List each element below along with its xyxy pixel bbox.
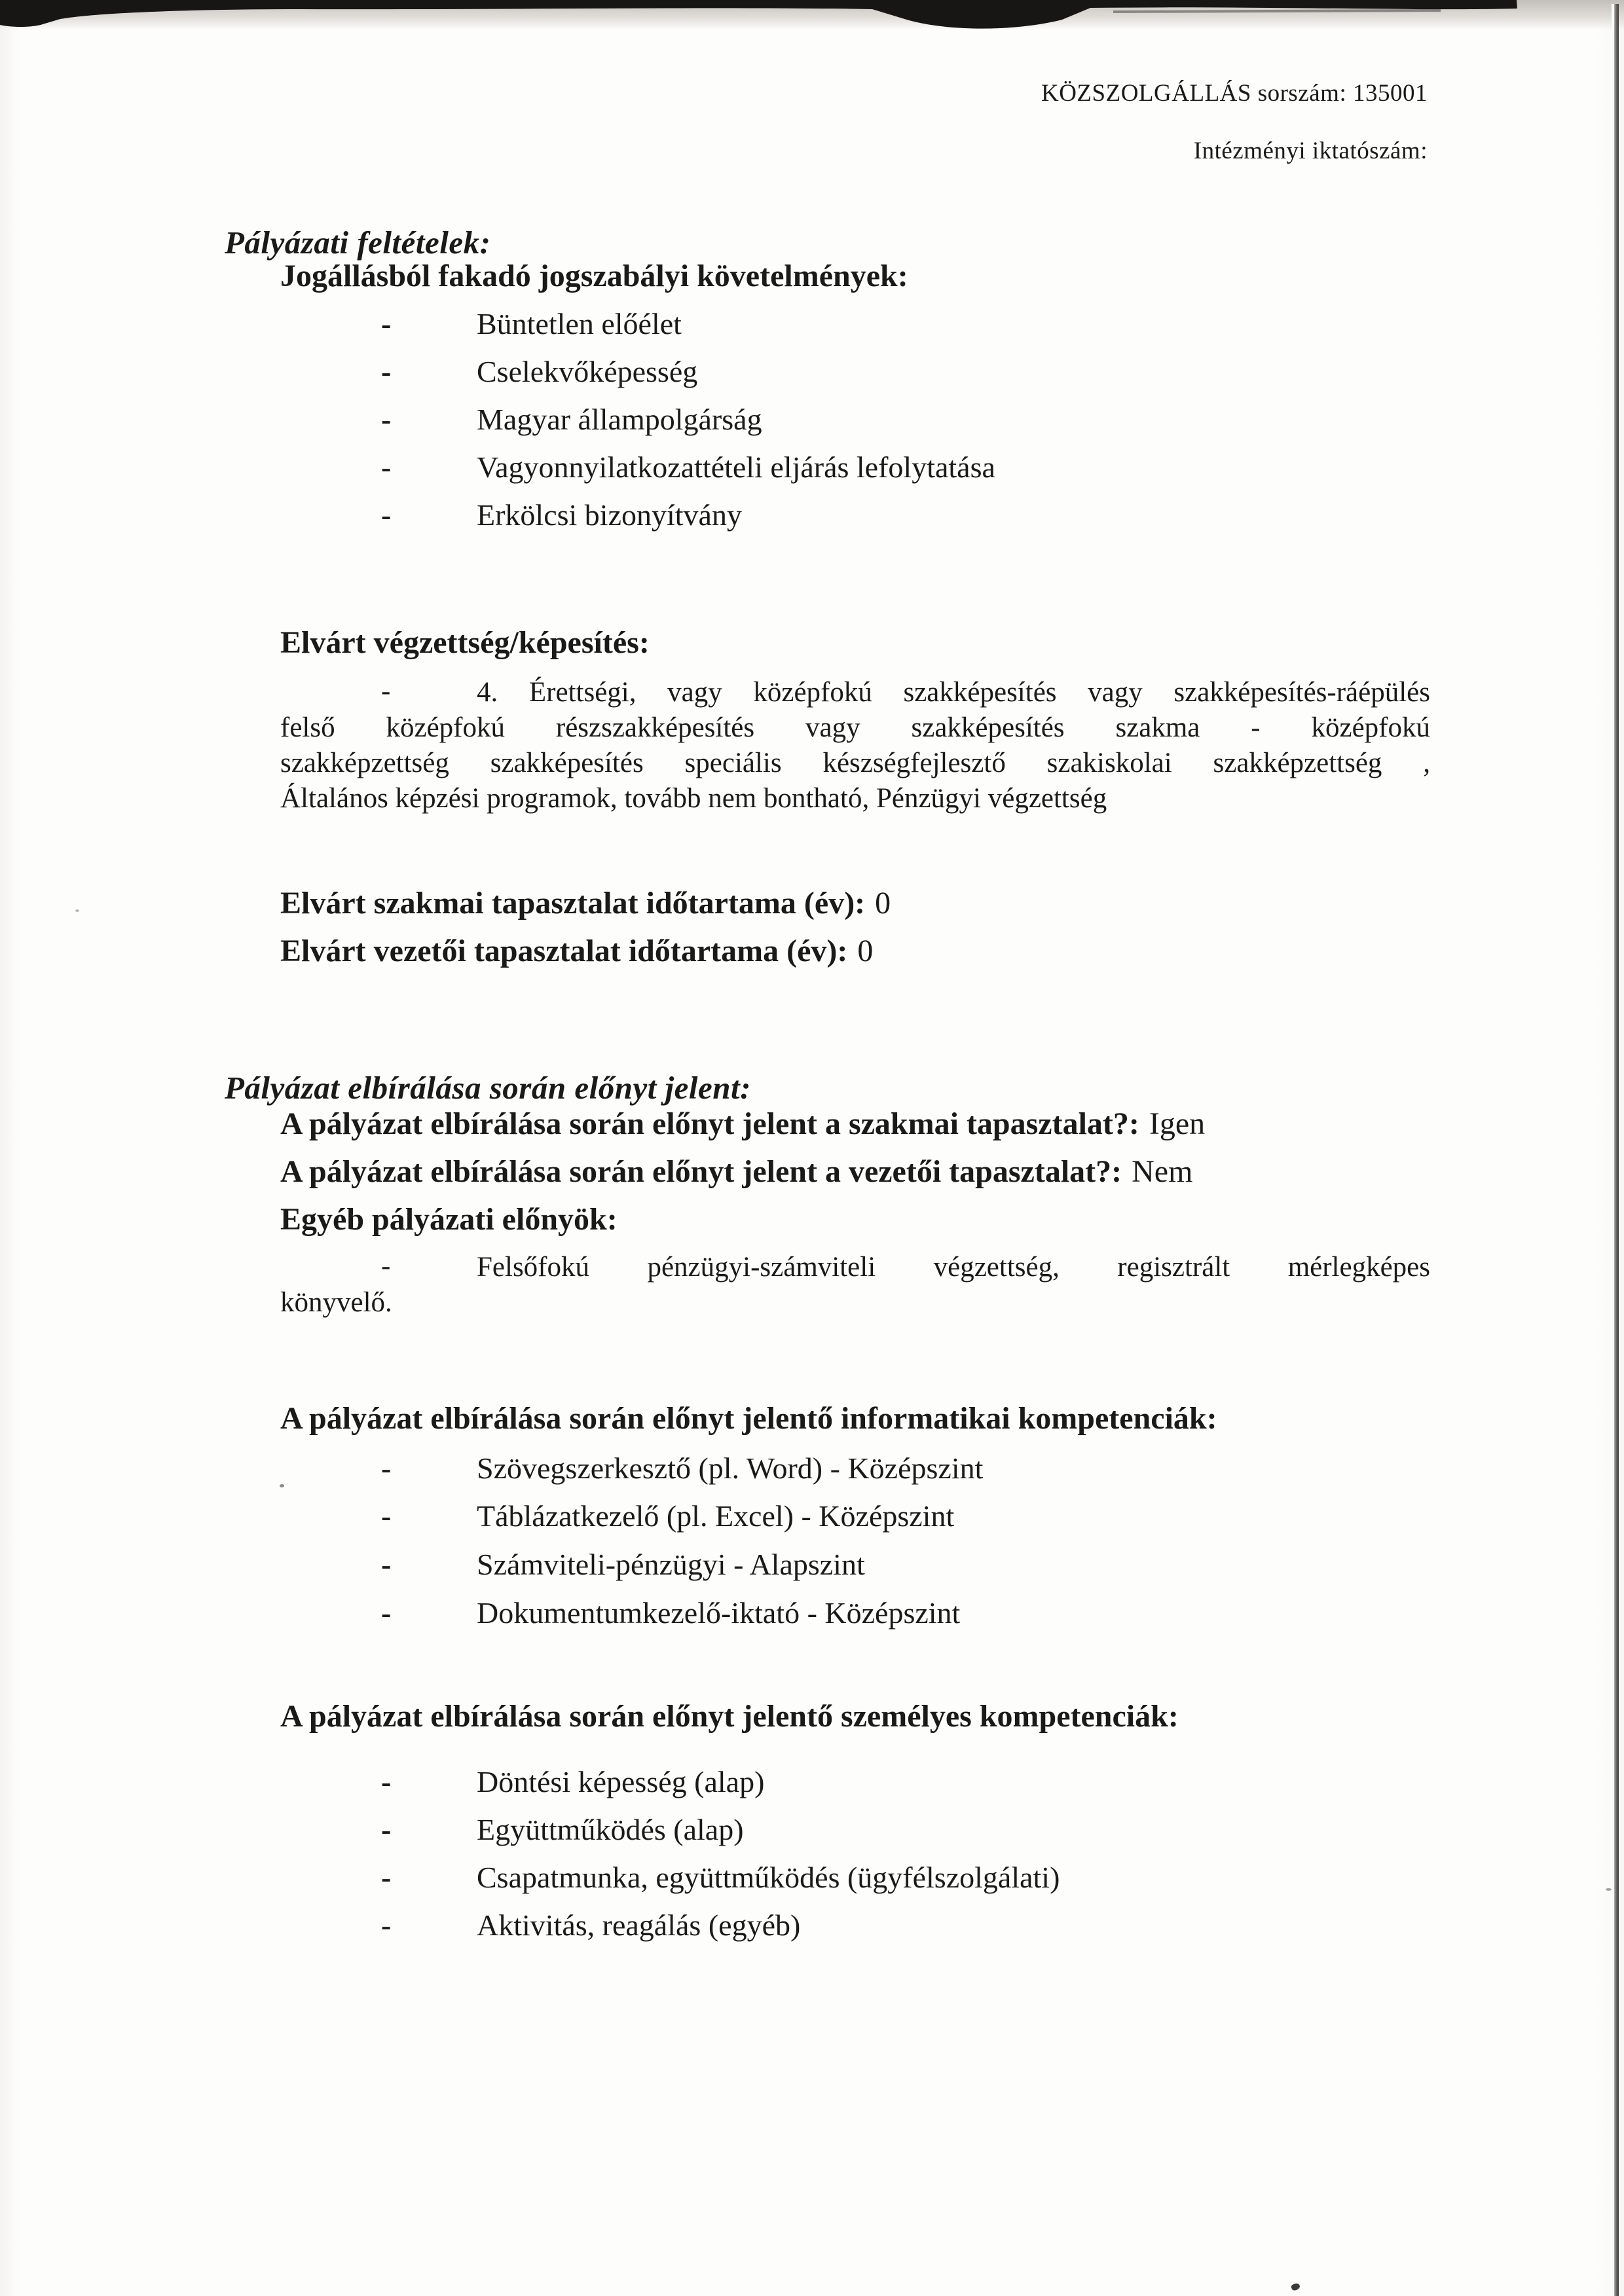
bullet-dash: -	[381, 498, 392, 532]
bullet-dash: -	[381, 403, 392, 436]
section-title-palyazati-feltetelek: Pályázati feltételek:	[225, 225, 491, 261]
elbiralas-vezetoi-label: A pályázat elbírálása során előnyt jelent a vezetői tapasztalat?:	[280, 1154, 1122, 1189]
list-item	[0, 1546, 1624, 1584]
list-item	[0, 496, 1624, 534]
list-item	[0, 1763, 1624, 1801]
list-item-label: Magyar állampolgárság	[477, 403, 762, 436]
bullet-dash: -	[381, 1499, 392, 1533]
list-item	[0, 1906, 1624, 1944]
list-item-label: Szövegszerkesztő (pl. Word) - Középszint	[477, 1451, 984, 1485]
bullet-dash: -	[381, 1451, 392, 1485]
heading-jogallas: Jogállásból fakadó jogszabályi követelmények:	[280, 259, 908, 293]
heading-egyeb-elonyok: Egyéb pályázati előnyök:	[280, 1202, 618, 1237]
list-item-label: Dokumentumkezelő-iktató - Középszint	[477, 1596, 961, 1630]
bullet-dash: -	[381, 1765, 392, 1798]
egyeb-paragraph-line: könyvelő.	[280, 1287, 392, 1318]
vezetoi-tapasztalat-value: 0	[857, 934, 874, 968]
list-item-label: Büntetlen előélet	[477, 307, 682, 340]
bullet-dash: -	[381, 1548, 392, 1581]
scan-speck	[75, 909, 79, 912]
vegzettseg-paragraph-line: 4. Érettségi, vagy középfokú szakképesítés vagy szakképesítés-ráépülés	[477, 677, 1430, 708]
scan-speck	[1290, 2282, 1301, 2292]
list-item-label: Csapatmunka, együttműködés (ügyfélszolgálati)	[477, 1861, 1060, 1894]
szakmai-tapasztalat-value: 0	[875, 886, 891, 920]
list-item-label: Együttműködés (alap)	[477, 1813, 744, 1846]
vegzettseg-paragraph-line: felső középfokú részszakképesítés vagy szakképesítés szakma - középfokú	[280, 712, 1430, 743]
vezetoi-tapasztalat-line	[280, 932, 873, 970]
bullet-dash: -	[381, 1596, 392, 1630]
list-item	[0, 353, 1624, 391]
bullet-dash: -	[381, 307, 392, 340]
bullet-dash: -	[381, 1250, 391, 1281]
egyeb-paragraph-line: Felsőfokú pénzügyi-számviteli végzettség, regisztrált mérlegképes	[477, 1252, 1430, 1283]
list-item-label: Táblázatkezelő (pl. Excel) - Középszint	[477, 1499, 955, 1533]
list-item-label: Számviteli-pénzügyi - Alapszint	[477, 1548, 865, 1581]
elbiralas-szakmai-label: A pályázat elbírálása során előnyt jelent a szakmai tapasztalat?:	[280, 1106, 1139, 1141]
list-item	[0, 305, 1624, 343]
list-item	[0, 1859, 1624, 1897]
header-institution-number: Intézményi iktatószám:	[1193, 137, 1428, 164]
list-item	[0, 448, 1624, 486]
vegzettseg-paragraph-line: Általános képzési programok, tovább nem bontható, Pénzügyi végzettség	[280, 783, 1107, 814]
list-item-label: Erkölcsi bizonyítvány	[477, 498, 742, 532]
list-item	[0, 1811, 1624, 1849]
list-item	[0, 401, 1624, 439]
list-item-label: Aktivitás, reagálás (egyéb)	[477, 1908, 801, 1942]
header-serial-number: KÖZSZOLGÁLLÁS sorszám: 135001	[1041, 80, 1428, 107]
szakmai-tapasztalat-label: Elvárt szakmai tapasztalat időtartama (év):	[280, 886, 866, 920]
heading-informatikai: A pályázat elbírálása során előnyt jelentő informatikai kompetenciák:	[280, 1401, 1217, 1436]
scan-border-top-band	[0, 0, 1624, 35]
heading-vegzettseg: Elvárt végzettség/képesítés:	[280, 625, 650, 660]
bullet-dash: -	[381, 1908, 392, 1942]
list-item	[0, 1594, 1624, 1632]
elbiralas-szakmai-value: Igen	[1149, 1106, 1206, 1141]
elbiralas-vezetoi-value: Nem	[1132, 1154, 1193, 1189]
list-item-label: Döntési képesség (alap)	[477, 1765, 765, 1798]
vezetoi-tapasztalat-label: Elvárt vezetői tapasztalat időtartama (év):	[280, 934, 848, 968]
elbiralas-szakmai-line	[280, 1105, 1205, 1143]
list-item-label: Vagyonnyilatkozattételi eljárás lefolytatása	[477, 450, 995, 484]
bullet-dash: -	[381, 450, 392, 484]
bullet-dash: -	[381, 676, 391, 706]
szakmai-tapasztalat-line	[280, 884, 891, 922]
list-item-label: Cselekvőképesség	[477, 355, 698, 388]
bullet-dash: -	[381, 1813, 392, 1846]
section-title-elbiralas: Pályázat elbírálása során előnyt jelent:	[225, 1070, 751, 1106]
bullet-dash: -	[381, 355, 392, 388]
elbiralas-vezetoi-line	[280, 1153, 1192, 1191]
heading-szemelyes: A pályázat elbírálása során előnyt jelentő személyes kompetenciák:	[280, 1699, 1179, 1734]
list-item	[0, 1449, 1624, 1487]
vegzettseg-paragraph-line: szakképzettség szakképesítés speciális készségfejlesztő szakiskolai szakképzettség ,	[280, 748, 1430, 778]
scan-border-right-line	[1614, 4, 1619, 2296]
bullet-dash: -	[381, 1861, 392, 1894]
list-item	[0, 1497, 1624, 1535]
